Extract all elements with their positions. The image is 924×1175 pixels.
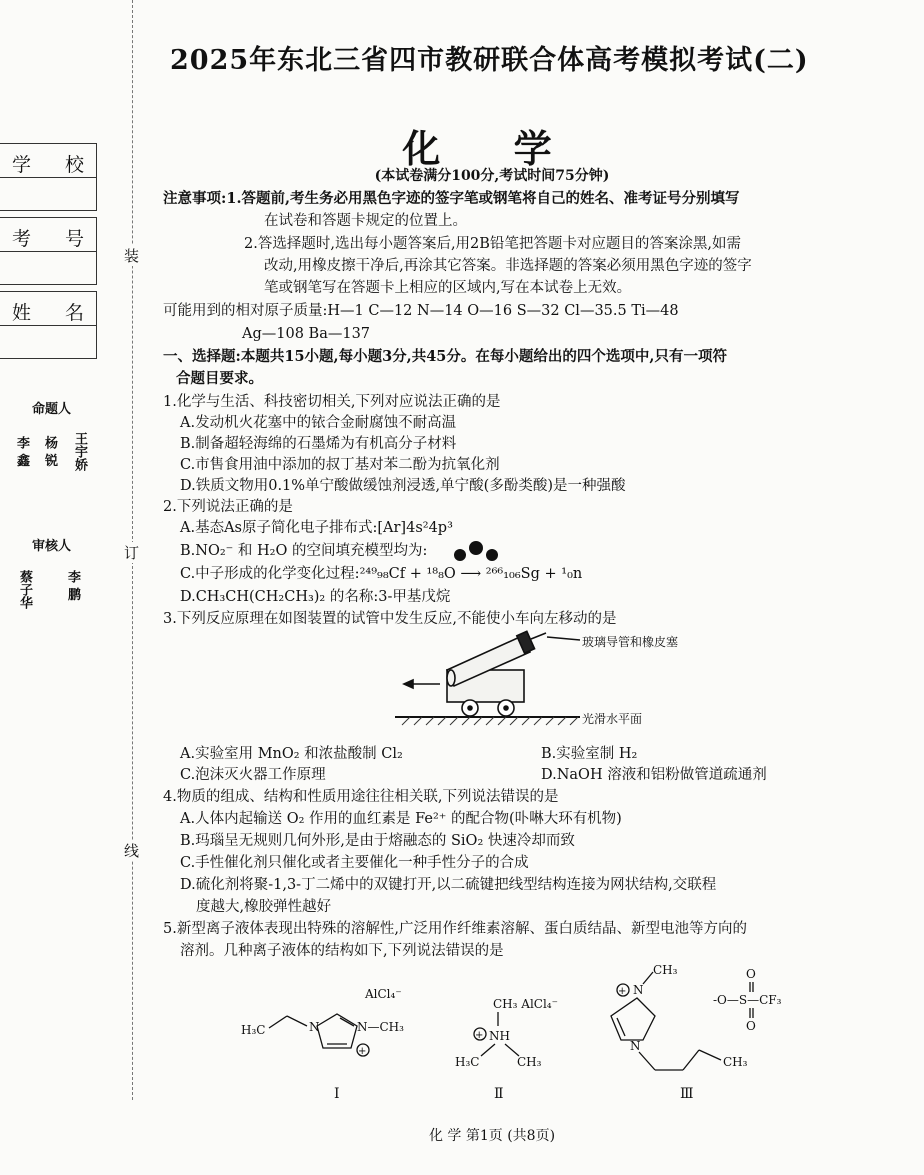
notice-line-4: 改动,用橡皮擦干净后,再涂其它答案。非选择题的答案必须用黑色字迹的签字 xyxy=(264,258,752,274)
structure-II xyxy=(455,997,558,1069)
tube-label: 玻璃导管和橡皮塞 xyxy=(582,635,679,649)
binding-mark-ding: 订 xyxy=(124,544,140,562)
svg-text:N: N xyxy=(630,1039,641,1053)
q2-option-b: B.NO₂⁻ 和 H₂O 的空间填充模型均为: xyxy=(180,543,428,559)
q2-option-a: A.基态As原子简化电子排布式:[Ar]4s²4p³ xyxy=(180,520,453,536)
binding-mark-xian: 线 xyxy=(124,842,140,860)
q5-stem-cont: 溶剂。几种离子液体的结构如下,下列说法错误的是 xyxy=(180,943,504,959)
q4-option-b: B.玛瑙呈无规则几何外形,是由于熔融态的 SiO₂ 快速冷却而致 xyxy=(180,833,575,849)
svg-text:CH₃: CH₃ xyxy=(723,1055,748,1069)
q4-option-d: D.硫化剂将聚-1,3-丁二烯中的双键打开,以二硫键把线型结构连接为网状结构,交联程 xyxy=(180,877,717,893)
score-info: (本试卷满分100分,考试时间75分钟) xyxy=(374,168,610,184)
atomic-mass-line-2: Ag—108 Ba—137 xyxy=(242,326,371,342)
q3-option-b: B.实验室制 H₂ xyxy=(541,746,638,762)
reviewer-name-1: 蔡子华 xyxy=(17,570,32,609)
ionic-liquid-structures xyxy=(225,960,825,1110)
q2-option-d: D.CH₃CH(CH₂CH₃)₂ 的名称:3-甲基戊烷 xyxy=(180,589,451,605)
svg-text:N: N xyxy=(309,1020,320,1034)
atomic-mass-line-1: 可能用到的相对原子质量:H—1 C—12 N—14 O—16 S—32 Cl—35.5 Ti—48 xyxy=(163,303,679,319)
q3-option-d: D.NaOH 溶液和铝粉做管道疏通剂 xyxy=(541,767,767,783)
svg-text:H₃C: H₃C xyxy=(455,1055,480,1069)
q4-option-c: C.手性催化剂只催化或者主要催化一种手性分子的合成 xyxy=(180,855,529,871)
q4-stem: 4.物质的组成、结构和性质用途往往相关联,下列说法错误的是 xyxy=(163,789,559,805)
reviewer-title: 审核人 xyxy=(32,539,72,554)
exam-title: 2025年东北三省四市教研联合体高考模拟考试(二) xyxy=(170,45,809,76)
q4-option-a: A.人体内起输送 O₂ 作用的血红素是 Fe²⁺ 的配合物(卟啉大环有机物) xyxy=(180,811,622,827)
q5-stem: 5.新型离子液体表现出特殊的溶解性,广泛用作纤维素溶解、蛋白质结晶、新型电池等方向的 xyxy=(163,921,747,937)
binding-mark-zhuang: 装 xyxy=(124,247,140,265)
svg-text:+: + xyxy=(358,1046,367,1057)
author-name-3: 王宇娇 xyxy=(72,432,87,471)
notice-line-1: 注意事项:1.答题前,考生务必用黑色字迹的签字笔或钢笔将自己的姓名、准考证号分别填写 xyxy=(163,190,740,207)
exam-number-label: 考 号 xyxy=(12,228,99,250)
q2-option-c: C.中子形成的化学变化过程:²⁴⁹₉₈Cf + ¹⁸₈O ⟶ ²⁶⁶₁₀₆Sg + ¹₀n xyxy=(180,566,583,582)
q3-option-a: A.实验室用 MnO₂ 和浓盐酸制 Cl₂ xyxy=(180,746,403,762)
notice-line-3: 2.答选择题时,选出每小题答案后,用2B铅笔把答题卡对应题目的答案涂黑,如需 xyxy=(244,236,742,252)
structure-label-1: Ⅰ xyxy=(334,1086,340,1102)
q1-option-b: B.制备超轻海绵的石墨烯为有机高分子材料 xyxy=(180,436,457,452)
section-1-title: 一、选择题:本题共15小题,每小题3分,共45分。在每小题给出的四个选项中,只有一项符 xyxy=(163,348,727,365)
structure-I xyxy=(241,987,404,1057)
svg-text:NH: NH xyxy=(489,1029,510,1043)
name-label: 姓 名 xyxy=(12,302,99,324)
svg-text:CH₃: CH₃ xyxy=(517,1055,542,1069)
q2-stem: 2.下列说法正确的是 xyxy=(163,499,293,515)
svg-text:N—CH₃: N—CH₃ xyxy=(357,1020,404,1034)
page-footer: 化 学 第1页 (共8页) xyxy=(428,1128,556,1144)
subject-title: 化 学 xyxy=(402,126,582,171)
q3-option-c: C.泡沫灭火器工作原理 xyxy=(180,767,326,783)
q4-option-d-cont: 度越大,橡胶弹性越好 xyxy=(196,899,332,915)
svg-text:+: + xyxy=(475,1030,484,1041)
author-name-1: 李 鑫 xyxy=(14,436,29,467)
svg-text:+: + xyxy=(618,986,627,997)
svg-text:O: O xyxy=(746,1019,756,1033)
q1-stem: 1.化学与生活、科技密切相关,下列对应说法正确的是 xyxy=(163,394,501,410)
structure-label-2: Ⅱ xyxy=(494,1086,504,1102)
section-1-title-cont: 合题目要求。 xyxy=(176,370,263,387)
author-title: 命题人 xyxy=(32,402,72,417)
author-name-2: 杨 锐 xyxy=(42,436,57,467)
reviewer-name-2: 李 鹏 xyxy=(65,570,80,601)
svg-text:AlCl₄⁻: AlCl₄⁻ xyxy=(365,987,402,1001)
svg-text:CH₃ AlCl₄⁻: CH₃ AlCl₄⁻ xyxy=(493,997,558,1011)
structure-III xyxy=(611,963,782,1070)
school-label: 学 校 xyxy=(12,154,99,176)
svg-text:N: N xyxy=(633,983,644,997)
floor-label: 光滑水平面 xyxy=(582,712,643,726)
q1-option-a: A.发动机火花塞中的铱合金耐腐蚀不耐高温 xyxy=(180,415,457,431)
q3-stem: 3.下列反应原理在如图装置的试管中发生反应,不能使小车向左移动的是 xyxy=(163,611,617,627)
notice-line-2: 在试卷和答题卡规定的位置上。 xyxy=(264,213,467,229)
svg-text:H₃C: H₃C xyxy=(241,1023,266,1037)
svg-text:CH₃: CH₃ xyxy=(653,963,678,977)
structure-label-3: Ⅲ xyxy=(680,1086,694,1102)
q1-option-d: D.铁质文物用0.1%单宁酸做缓蚀剂浸透,单宁酸(多酚类酸)是一种强酸 xyxy=(180,478,626,494)
svg-text:-O—S—CF₃: -O—S—CF₃ xyxy=(713,993,782,1007)
svg-text:O: O xyxy=(746,967,756,981)
q1-option-c: C.市售食用油中添加的叔丁基对苯二酚为抗氧化剂 xyxy=(180,457,500,473)
notice-line-5: 笔或钢笔写在答题卡上相应的区域内,写在本试卷上无效。 xyxy=(264,280,632,296)
space-filling-model-icon xyxy=(448,540,508,562)
